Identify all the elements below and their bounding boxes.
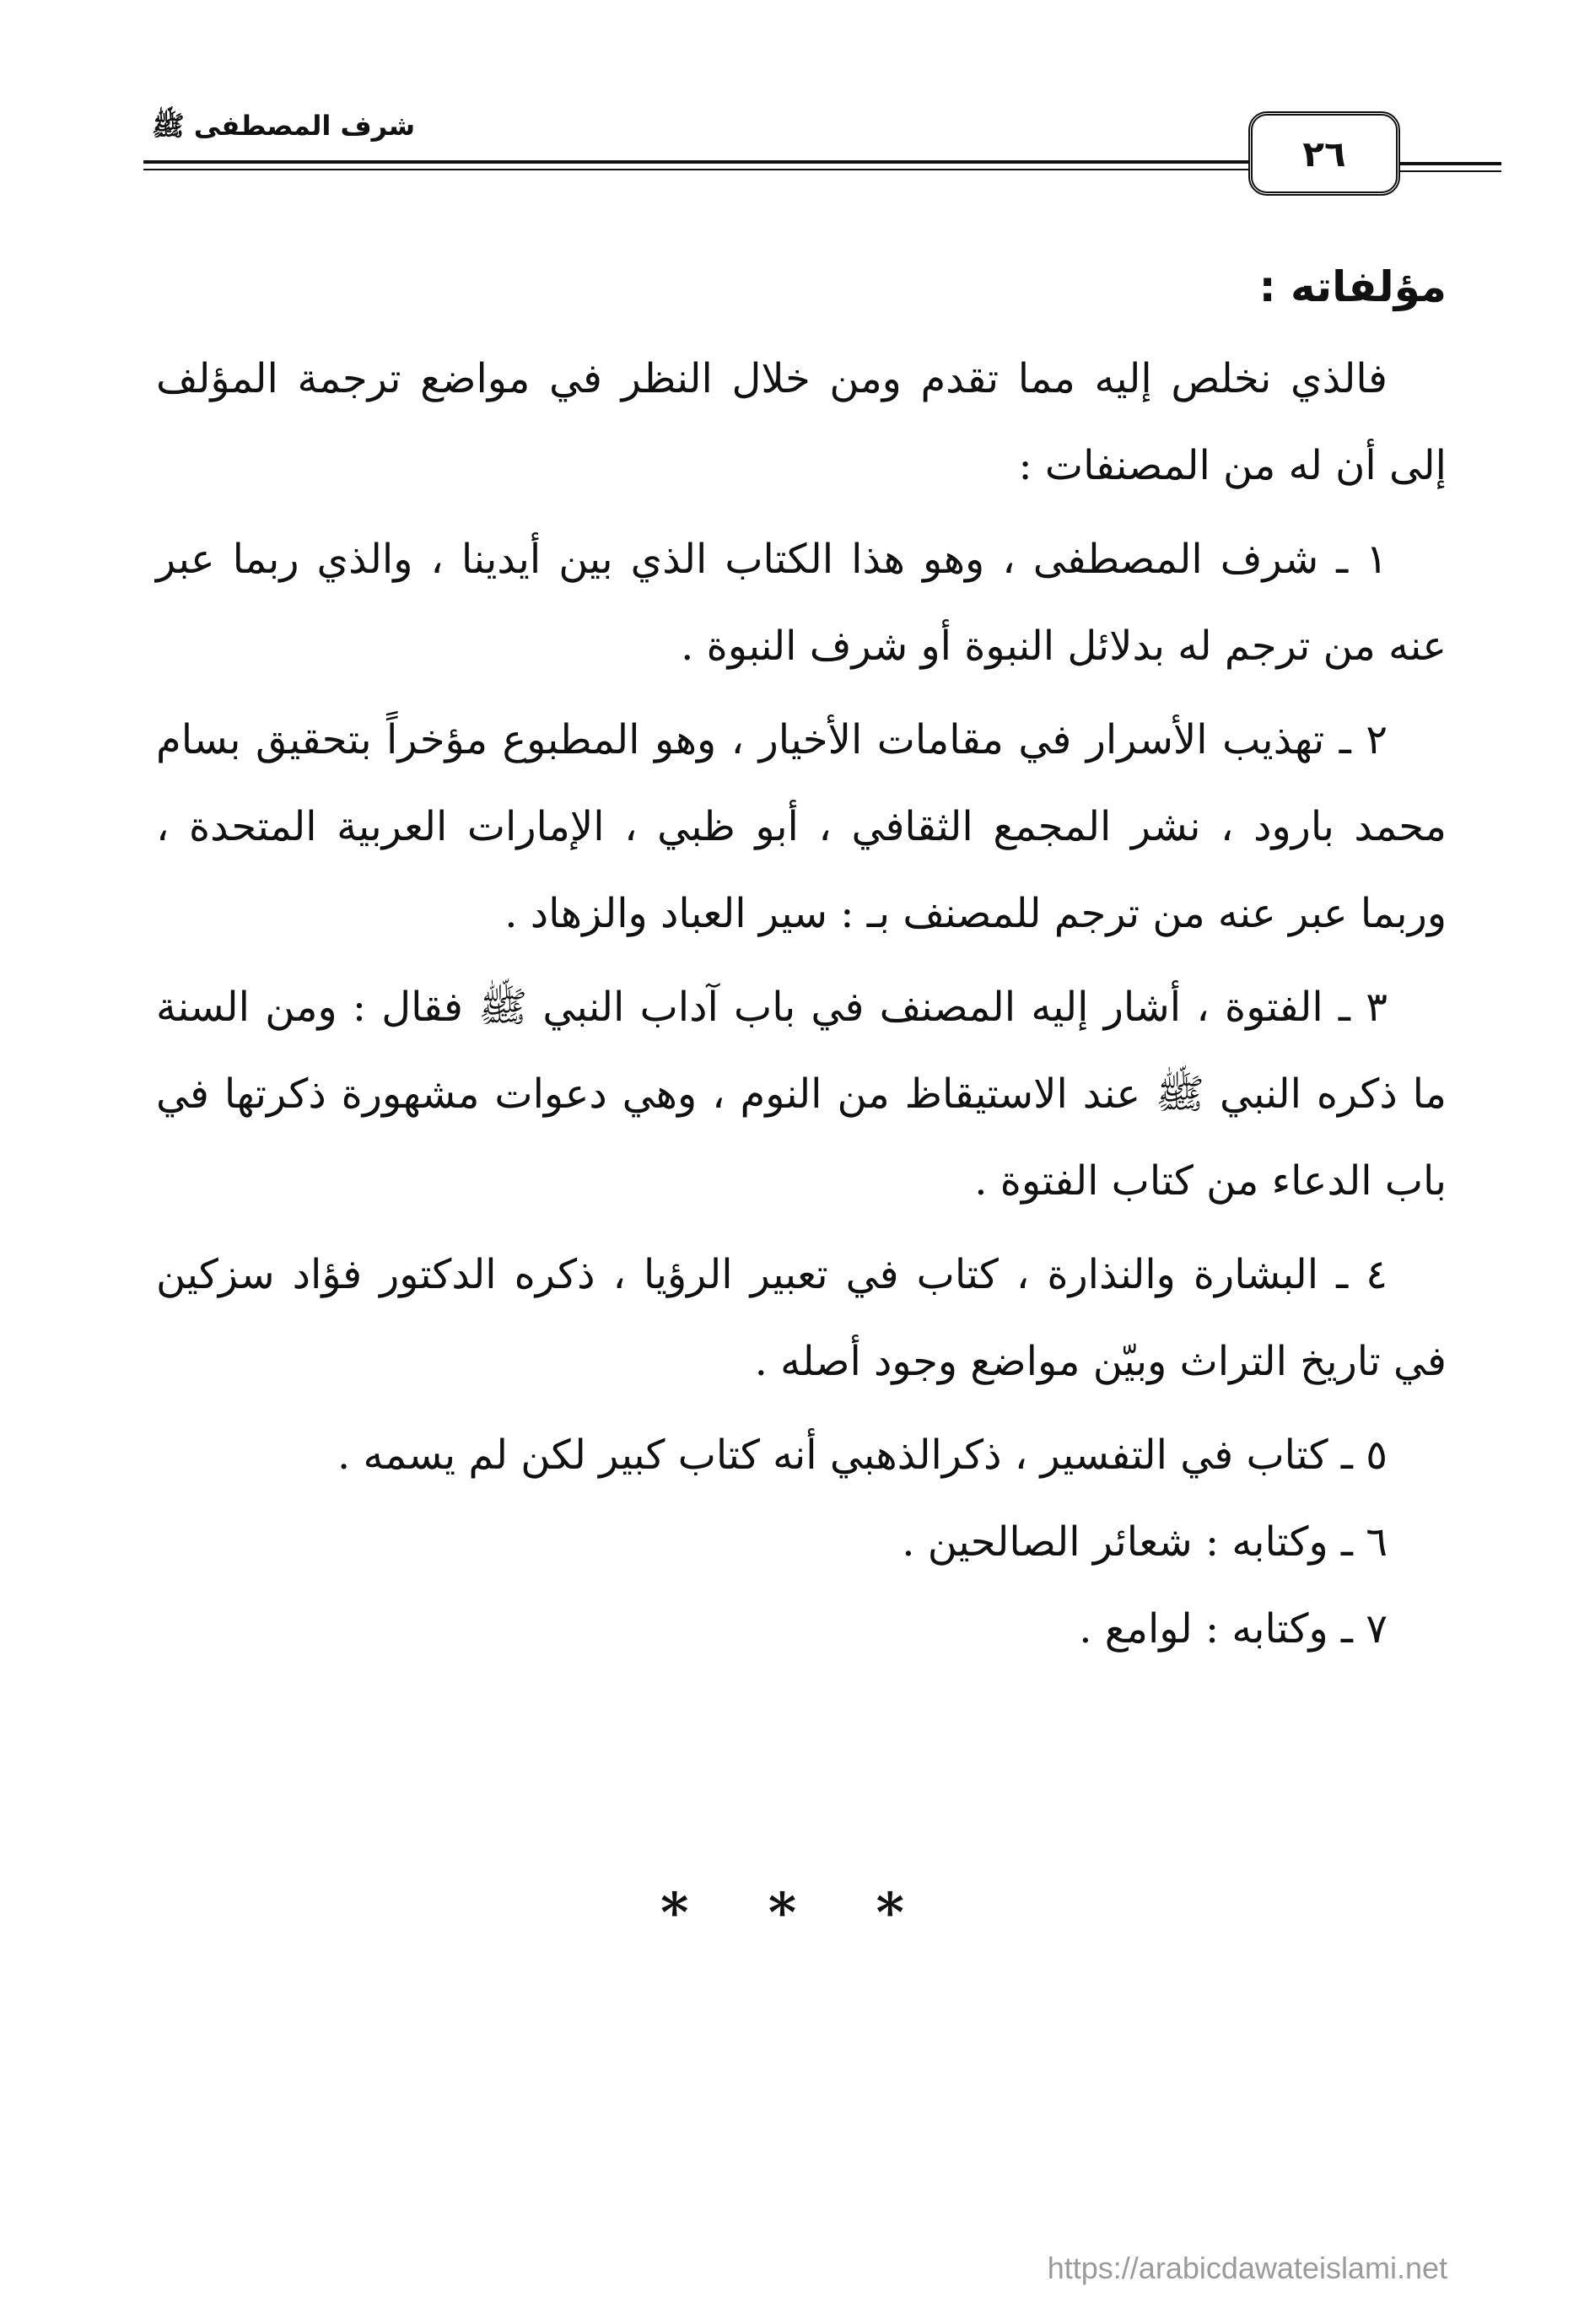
list-item-4: ٤ ـ البشارة والنذارة ، كتاب في تعبير الرؤيا ، ذكره الدكتور فؤاد سزكين في تاريخ التراث وبيّن مواضع وجود أصله . [156,1251,1447,1385]
source-watermark: https://arabicdawateislami.net [1047,2251,1447,2285]
section-heading: مؤلفاته : [1258,262,1447,311]
page-header [143,101,1442,194]
list-item-2: ٢ ـ تهذيب الأسرار في مقامات الأخيار ، وهو المطبوع مؤخراً بتحقيق بسام محمد بارود ، نشر المجمع الثقافي ، أبو ظبي ، الإمارات العربية المتحدة ، وربما عبر عنه من ترجم للمصنف بـ : سير العباد والزهاد . [156,716,1447,937]
list-item-1: ١ ـ شرف المصطفى ، وهو هذا الكتاب الذي بين أيدينا ، والذي ربما عبر عنه من ترجم له بدلائل النبوة أو شرف النبوة . [156,536,1447,670]
list-item-5: ٥ ـ كتاب في التفسير ، ذكرالذهبي أنه كتاب كبير لكن لم يسمه . [337,1432,1388,1479]
header-rule-right-thick [1400,162,1501,165]
page-number: ٢٦ [1302,132,1346,175]
section-separator: * * * [660,1881,935,1944]
header-rule-thin [143,169,1248,170]
page-number-frame [1248,111,1400,196]
paragraph-intro: فالذي نخلص إليه مما تقدم ومن خلال النظر في مواضع ترجمة المؤلف إلى أن له من المصنفات : [156,355,1447,489]
header-rule-right-thin [1400,170,1501,172]
list-item-6: ٦ ـ وكتابه : شعائر الصالحين . [902,1518,1388,1566]
list-item-7: ٧ ـ وكتابه : لوامع . [1079,1605,1388,1653]
header-rule-thick [143,160,1248,164]
main-text [156,245,1447,1673]
list-item-3: ٣ ـ الفتوة ، أشار إليه المصنف في باب آداب النبي ﷺ فقال : ومن السنة ما ذكره النبي ﷺ عند الاستيقاظ من النوم ، وهي دعوات مشهورة ذكرتها في باب الدعاء من كتاب الفتوة . [156,984,1447,1205]
running-title: شرف المصطفى ﷺ [152,110,416,142]
